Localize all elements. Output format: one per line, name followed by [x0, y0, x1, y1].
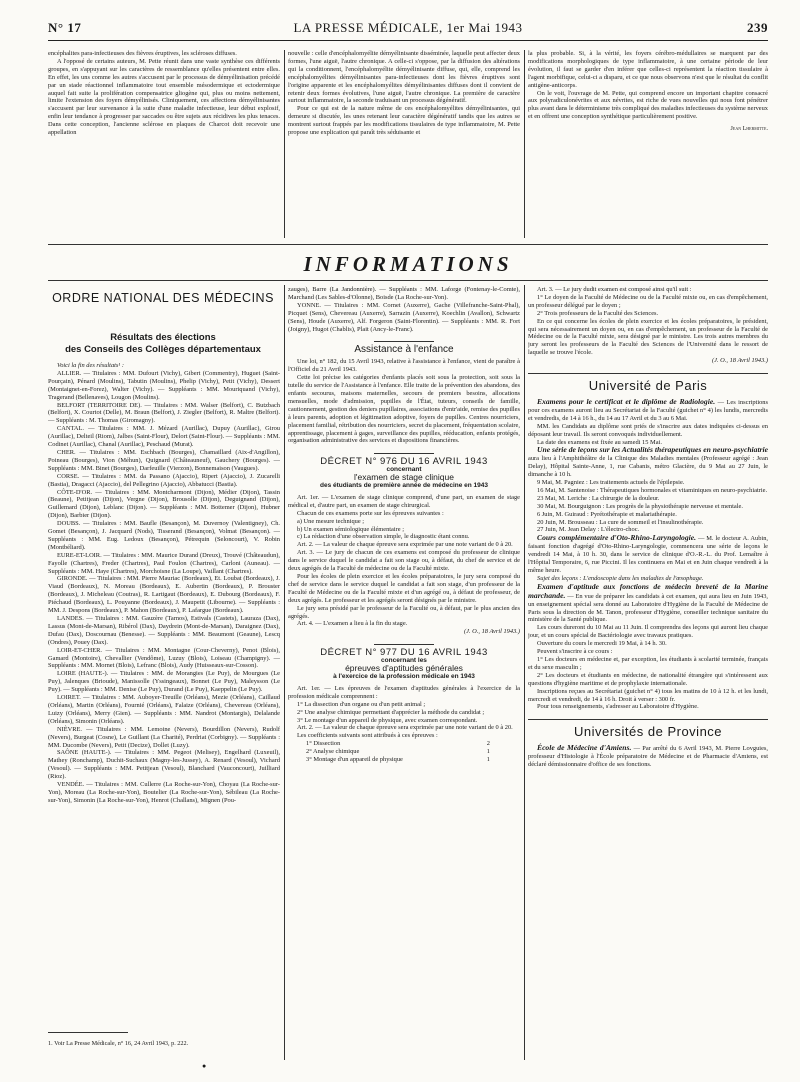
short-rule [374, 341, 434, 342]
printer-mark-icon: ● [202, 1062, 207, 1070]
page-number: 239 [747, 20, 768, 35]
subheading-line: des Conseils des Collèges départementaux [65, 343, 261, 355]
paragraph: Art. 2. — La valeur de chaque épreuve sera exprimée par une note variant de 0 à 20. [297, 541, 513, 549]
department-entry: LOIRET. — Titulaires : MM. Auboyer-Treuille (Orléans), Mezie (Orléans), Caillaud (Orléans), Martin (Orléans), Fournié (Orléans), Falaize (Orléans), Chevereau (Orléans), Luizy (Orléans), Merry (Gien). — Suppléants : MM. Nandrot (Montargis), Delalande (Orléans), Simonin (Orléans). [48, 694, 280, 725]
decree-subject: épreuves d'aptitudes générales [345, 663, 463, 674]
issue-number: N° 17 [48, 20, 82, 35]
paragraph: Cette loi précise les catégories d'enfants placés soit sous la protection, soit sous la tutelle du service de l'Assistance à l'enfance. Elle traite de la prévention des abandons, des enfants secourus, maisons maternelles, secours de premiers besoins, allocations mensuelles, mode d'admission, pupilles de l'État, tuteurs, conseils de famille, cautionnement, gestion des deniers pupillaires, associations d'entr'aide, remise des pupilles à leurs parents, adoption et légitimation adoptive, foyers de pupilles. Centres nourriciers, placement familial, rétribution des nourriciers, secret du placement, fréquentation scolaire, apprentissage, placement à gages, surveillance des pupilles, rééducation, enfants protégés, organisation administrative des services et dispositions financières. [288, 374, 520, 445]
department-entry: CORSE. — Titulaires : MM. da Passano (Ajaccio), Ripert (Ajaccio), J. Zucarelli (Bastia), Dragacci (Ajaccio), del Pellegrino (Ajaccio), Abbatucci (Bastia). [48, 472, 280, 488]
short-rule [374, 644, 434, 645]
lesson-item: 16 Mai, M. Santenoise : Thérapeutiques hormonales et vitaminiques en neuro-psychiatrie. [537, 486, 768, 494]
source-citation: (J. O., 18 Avril 1943.) [464, 628, 520, 636]
paragraph: Pour ce qui est de la nature même de ces encéphalomyélites démyélinisantes, qui demeure si discutée, les unes retenant leur caractère dégénératif tandis que les autres se montrent surtout frappés par les modifications tissulaires de type inflammatoire, M. Pette propose une explication qui paraît très séduisante et [288, 105, 520, 137]
column-divider [284, 285, 285, 1060]
short-rule [374, 453, 434, 454]
item-heading: Examen d'aptitude aux fonctions de médecin breveté de la Marine marchande. [528, 581, 768, 600]
paragraph: Art. 3. — Le jury de chacun de ces examens est composé du professeur de clinique dans le service duquel le candidat a fait son stage ou, à défaut, du chef de service et de deux agrégés de la Faculté de médecine ou de la Faculté mixte. [288, 549, 520, 573]
list-item: b) Un examen sémiologique élémentaire ; [297, 525, 405, 533]
item-body: — M. le docteur A. Aubin, faisant fonction d'agrégé d'Oto-Rhino-Laryngologie, commencera une série de leçons le vendredi 14 Mai, à 10 h. 30, dans le service de clinique d'O.-R.-L. du Prof. Lemaître à l'Hôpital Temporaire, 6, rue Piccini. Il les continuera en Mai et en Juin chaque vendredi à la même heure. [528, 535, 768, 574]
lesson-item: 6 Juin, M. Guiraud : Pyrétothérapie et malariathérapie. [537, 510, 677, 518]
department-entry: GIRONDE. — Titulaires : MM. Pierre Mauriac (Bordeaux), Et. Loubat (Bordeaux), J. Viaud (Bordeaux), N. Moreau (Bordeaux), E. Aubertin (Bordeaux), P. Brouster (Bordeaux), J. Micheleau (Coutras), R. Lartigaut (Bordeaux), E. Dubourg (Bordeaux), F. Piéchaud (Bordeaux), L. Pouyanne (Bordeaux), J. Maupetit (Libourne). — Suppléants : MM. J. Despons (Bordeaux), P. Mahon (Bordeaux), P. Lafargue (Bordeaux). [48, 575, 280, 615]
running-header [48, 20, 768, 40]
paragraph: Pour les écoles de plein exercice et les écoles préparatoires, le jury sera composé du chef de service dans le service duquel le candidat a fait son stage, d'un professeur de la Faculté de Médecine ou de la Faculté mixte et d'un agrégé ou, à défaut de professeur, de deux agrégés. Le professeur et les agrégés seront désignés par le ministre. [288, 573, 520, 604]
department-entry: SAÔNE (HAUTE-). — Titulaires : MM. Pegeot (Melisey), Engelhard (Luxeuil), Mathey (Ronchamp), Duchit-Suchaux (Magny-les-Jussey), A. Renard (Vesoul), Vichard (Vesoul). — Suppléants : MM. Petitjean (Vesoul), Blanchard (Vauconcourt), Juilliard (Rioz). [48, 749, 280, 781]
paragraph: Sujet des leçons : L'endoscopie dans les maladies de l'œsophage. [537, 574, 704, 582]
section-rule [528, 373, 768, 374]
list-item: c) La rédaction d'une observation simple, le diagnostic étant connu. [297, 533, 470, 541]
department-entry: LANDES. — Titulaires : MM. Gauzère (Tarnos), Estivals (Castets), Lauraza (Dax), Lassus (Mont-de-Marsan), Ribérol (Dax), Daydrein (Mont-de-Marsan), Daraignez (Dax), Dufau (Dax), Doscournau (Benesse). — Suppléants : MM. Beaumont (Geaune), Lescq (Ondres), Pouey (Dax). [48, 615, 280, 646]
top-column-2 [288, 50, 520, 240]
item-body: aura lieu à l'Amphithéâtre de la Clinique des Maladies mentales (Professeur agrégé : Jean Delay), Hôpital Sainte-Anne, 1, rue Cabanis, métro Glacière, du 9 Mai au 27 Juin, le dimanche à 10 h. [528, 455, 768, 479]
journal-title: LA PRESSE MÉDICALE, 1er Mai 1943 [293, 20, 523, 35]
coefficient-label: 3° Montage d'un appareil de physique [306, 756, 403, 764]
department-entry: DOUBS. — Titulaires : MM. Baufle (Besançon), M. Duvernoy (Valentigney), Ch. Gomet (Besançon), J. Jacquard (Nods), Tisserand (Besançon), Volmat (Besançon). — Suppléants : MM. Eug. Ledoux (Besançon), Pétrequin (Seloncourt), V. Robin (Montbéliard). [48, 520, 280, 551]
paragraph: Peuvent s'inscrire à ce cours : [537, 648, 613, 656]
coefficient-value: 1 [486, 748, 490, 756]
department-entry: ALLIER. — Titulaires : MM. Dufourt (Vichy), Gibert (Commentry), Huguet (Saint-Pourçain), Pénard (Moulins), Tabutin (Moulins), Phelip (Vichy), Petit (Vichy), Dessert (Montaignet-en-Forez), Walter (Vichy). — Suppléants : MM. Mouriquand (Vichy), Tragerand (Bellenaves), Lougon (Moulins). [48, 369, 280, 401]
elections-subheading [48, 332, 278, 355]
paragraph: Art. 1er. — Les épreuves de l'examen d'aptitudes générales à l'exercice de la profession médicale comprennent : [288, 684, 520, 700]
decree-title: DÉCRET N° 976 DU 16 AVRIL 1943 [320, 456, 488, 468]
department-entry: BELFORT (TERRITOIRE DE). — Titulaires : MM. Walser (Belfort), C. Butzbach (Belfort), X. Courtot (Delle), M. Braun (Belfort), J. Ziegler (Belfort), R. Maltre (Belfort). — Suppléants : M. Thomas (Giromagny). [48, 401, 280, 425]
paragraph: Le jury sera présidé par le professeur de la Faculté ou, à défaut, par le plus ancien des agrégés. [288, 604, 520, 620]
paragraph: Art. 2. — La valeur de chaque épreuve sera exprimée par une note variant de 0 à 20. [297, 724, 513, 732]
list-item: 3° Le montage d'un appareil de physique, avec examen correspondant. [297, 716, 478, 724]
column-divider [524, 50, 525, 238]
right-column [528, 286, 768, 1056]
coefficient-value: 2 [486, 740, 490, 748]
header-rule [48, 40, 768, 41]
list-item: 1° Les docteurs en médecine et, par exception, les étudiants à scolarité terminée, français et du sexe masculin ; [528, 655, 768, 671]
ordre-heading: ORDRE NATIONAL DES MÉDECINS [52, 291, 274, 305]
paragraph: En ce qui concerne les écoles de plein exercice et les écoles préparatoires, le président, qui sera nécessairement un doyen ou, en cas d'empêchement, un professeur de la Faculté de Médecine ou de la Faculté mixte, sera désigné par le ministre. Les trois autres membres du jury seront les professeurs de la Faculté des Sciences de l'Université dans le ressort de laquelle se trouve l'école. [528, 317, 768, 357]
paragraph: nouvelle : celle d'encéphalomyélite démyélinisante disséminée, laquelle peut affecter deux formes, l'une aiguë, l'autre chronique. A celle-ci s'oppose, par la diffusion des altérations qui la conditionnent, l'encéphalomyélite démyélinisante diffuse, qui, elle, comprend les encéphalomyélites démyélinisantes para-infectieuses dont les fièvres éruptives sont l'origine apparente et les encéphalomyélites démyélinisantes diffuses dont il convient de retenir deux formes évolutives, l'une aiguë, l'autre chronique. La première de caractère surtout inflammatoire, la seconde traduisant un processus dégénératif. [288, 50, 520, 105]
intro: Voici la fin des résultats¹ : [57, 362, 125, 369]
department-entry: YONNE. — Titulaires : MM. Cornet (Auxerre), Gache (Villefranche-Saint-Phal), Picquet (Sens), Chevereau (Auxerre), Sarrazin (Auxerre), Koechlin (Avallon), Schwartz (Sens), Houde (Auxerre), Alf. Forgeron (Saint-Florentin). — Suppléants : MM. R. Fort (Joigny), Hugot (Chablis), Plait (Ancy-le-Franc). [288, 301, 520, 333]
decree-title: DÉCRET N° 977 DU 16 AVRIL 1943 [320, 647, 488, 659]
lesson-item: 23 Mai, M. Leriche : La chirurgie de la douleur. [537, 494, 660, 502]
list-item: 2° Trois professeurs de la Faculté des Sciences. [537, 309, 659, 317]
author-signature: Jean Lhermitte. [730, 126, 768, 133]
paragraph: On le voit, l'ouvrage de M. Pette, qui comprend encore un important chapitre consacré aux polyradiculonévrites et aux névrites, est riche de vues nouvelles qui nous font pénétrer plus avant dans le déterminisme très compliqué des maladies infectieuses du système nerveux et en offrent une conception synthétique particulièrement positive. [528, 89, 768, 121]
middle-column [288, 286, 520, 1056]
department-entry: CÔTE-D'OR. — Titulaires : MM. Montcharmont (Dijon), Médier (Dijon), Tassin (Beaune), Petitjean (Dijon), Vergne (Dijon), Brousolle (Dijon), Deguignand (Dijon), Guillemard (Dijon), Leblanc (Dijon). — Suppléants : MM. Bottemer (Dijon), Hubner (Dijon), Barbier (Dijon). [48, 488, 280, 520]
top-column-3 [528, 50, 768, 240]
decree-audience: des étudiants de première année de médecine en 1943 [320, 482, 488, 490]
item-body: — En vue de préparer les candidats à cet examen, qui aura lieu en Juin 1943, un enseignement spécial sera donné au Laboratoire d'Hygiène de la Faculté de Médecine de Paris sous la direction de M. Tanon, professeur d'Hygiène, conseiller technique sanitaire du ministère de la Santé publique. [528, 592, 768, 624]
item-heading: Cours complémentaire d'Oto-Rhino-Laryngologie. [537, 533, 697, 543]
coefficient-row [288, 748, 520, 756]
column-divider [284, 50, 285, 238]
list-item: 1° La dissection d'un organe ou d'un petit animal ; [297, 700, 426, 708]
department-entry: CHER. — Titulaires : MM. Eschbach (Bourges), Chamaillard (Aix-d'Angillon), Poineau (Bourges), Vion (Méhun), Quignard (Châteauneuf), Gauchery (Bourges). — Suppléants : MM. Binet (Bourges), Darfeuille (Vierzon), Bonnemaison (Vaugues). [48, 448, 280, 472]
item-heading: École de Médecine d'Amiens. [537, 743, 632, 753]
decree-audience: à l'exercice de la profession médicale en 1943 [333, 672, 475, 680]
lesson-item: 20 Juin, M. Brousseau : La cure de sommeil et l'insulinothérapie. [537, 518, 704, 526]
footnote: 1. Voir La Presse Médicale, n° 16, 24 Avril 1943, p. 222. [48, 1040, 189, 1047]
decree-977-heading [288, 649, 520, 681]
decree-976-heading [288, 458, 520, 490]
lesson-item: 27 Juin, M. Jean Delay : L'électro-choc. [537, 526, 640, 534]
informations-heading: INFORMATIONS [303, 252, 513, 276]
department-entry: CANTAL. — Titulaires : MM. J. Mézard (Aurillac), Dupuy (Aurillac), Girou (Aurillac), Delteil (Riom), Jalbes (Saint-Flour), Delort (Saint-Flour). — Suppléants : MM. Codinet (Aurillac), Chanal (Aurillac), Peschaud (Murat). [48, 425, 280, 449]
paragraph: La date des examens est fixée au samedi 15 Mai. [537, 438, 662, 446]
paragraph: Une loi, n° 182, du 15 Avril 1943, relative à l'assistance à l'enfance, vient de paraître à l'Officiel du 21 Avril 1943. [288, 358, 520, 374]
paragraph: MM. les Candidats au diplôme sont priés de s'inscrire aux dates indiquées ci-dessus en déposant leur travail. Ils seront convoqués individuellement. [528, 422, 768, 438]
paragraph: Art. 3. — Le jury dudit examen est composé ainsi qu'il suit : [537, 286, 692, 293]
lesson-item: 9 Mai, M. Pagniez : Les traitements actuels de l'épilepsie. [537, 479, 685, 487]
department-entry: LOIR-ET-CHER. — Titulaires : MM. Montagne (Cour-Cheverny), Penot (Blois), Gamard (Montoire), Chevallier (Vendôme), Luzuy (Blois), Loiseau (Champigny). — Suppléants : MM. Mornet (Blois), Lefranc (Blois), Audy (Huisseaux-sur-Cosson). [48, 646, 280, 670]
footnote-rule [48, 1032, 128, 1033]
lesson-item: 30 Mai, M. Bourguignon : Les progrès de la physiothérapie nerveuse et mentale. [537, 502, 743, 510]
section-rule [48, 280, 768, 281]
department-entry: NIÈVRE. — Titulaires : MM. Lemoine (Nevers), Bourdillon (Nevers), Rudolf (Nevers), Burgeat (Cosne), Le Guillant (La Charité), Perdriat (Corbigny). — Suppléants : MM. Ducombe (Nevers), Petit (Decize), Dollet (Luzy). [48, 725, 280, 749]
paragraph: Art. 4. — L'examen a lieu à la fin du stage. [297, 620, 408, 628]
section-rule [528, 719, 768, 720]
decree-subject: l'examen de stage clinique [354, 472, 454, 483]
department-entry: LOIRE (HAUTE-). — Titulaires : MM. de Morangies (Le Puy), de Mourgues (Le Puy), Jalenques (Brioude), Manissolle (Yssingeaux), Bonnet (Le Puy), Maleysson (Le Puy). — Suppléants : MM. Denise (Le Puy), Durand (Le Puy), Kaeppelin (Le Puy). [48, 670, 280, 694]
top-column-1 [48, 50, 280, 240]
paragraph: encéphalites para-infectieuses des fièvres éruptives, les scléroses diffuses. [48, 50, 237, 57]
item-heading: Examens pour le certificat et le diplôme de Radiologie. [537, 396, 716, 406]
paragraph: Inscriptions reçues au Secrétariat (guichet n° 4) tous les matins de 10 à 12 h. et les lundi, mercredi et vendredi, de 14 à 16 h. Droit à verser : 300 fr. [528, 687, 768, 703]
coefficient-row [288, 756, 520, 764]
coefficient-label: 2° Analyse chimique [306, 748, 360, 756]
department-entry: EURE-ET-LOIR. — Titulaires : MM. Maurice Durand (Dreux), Trouvé (Châteaudun), Fayolle (Chartres), Freder (Chartres), Paul Foulon (Chartres), Carloni (Auneau). — Suppléants : MM. Haye (Chartres), Morchoisne (La Loupe), Vaillant (Chartres). [48, 551, 280, 575]
paragraph: Pour tous renseignements, s'adresser au Laboratoire d'Hygiène. [537, 703, 699, 711]
department-entry: zauges), Barre (La Jandonnière). — Suppléants : MM. Laforge (Fontenay-le-Comte), Marchand (Les Sables-d'Olonne), Boisde (La Roche-sur-Yon). [288, 286, 520, 301]
item-body: — Par arrêté du 6 Avril 1943, M. Pierre Lovguies, professeur d'Histologie à l'École préparatoire de Médecine et de Pharmacie d'Amiens, est déclaré démissionnaire d'office de ses fonctions. [528, 745, 768, 769]
section-rule [48, 244, 768, 245]
item-heading: Une série de leçons sur les Actualités thérapeutiques en neuro-psychiatrie [537, 445, 768, 455]
paragraph: Art. 1er. — L'examen de stage clinique comprend, d'une part, un examen de stage médical et, d'autre part, un examen de stage chirurgical. [288, 493, 520, 509]
province-heading: Universités de Province [573, 724, 723, 740]
item-body: — Les inscriptions pour ces examens auront lieu au Secrétariat de la Faculté (guichet n° 4) les lundis, mercredis et vendredis, de 14 à 16 h., du 14 au 17 Avril et du 3 au 6 Mai. [528, 398, 768, 422]
list-item: 1° Le doyen de la Faculté de Médecine ou de la Faculté mixte ou, en cas d'empêchement, un professeur délégué par le doyen ; [528, 293, 768, 309]
decree-concernant: concernant les [381, 657, 427, 665]
list-item: 2° Les docteurs et étudiants en médecine, de nationalité étrangère qui s'intéressent aux questions d'hygiène maritime et de prophylaxie internationale. [528, 671, 768, 687]
paragraph: la plus probable. Si, à la vérité, les foyers cérébro-médullaires se marquent par des modifications morphologiques de type inflammatoire, à une certaine période de leur évolution, il faut se garder d'en inférer que celles-ci représentent la réaction tissulaire à l'agent morbifique, celui-ci a disparu, et ce que nous observons n'est que le résultat du conflit antigène-anticorps. [528, 50, 768, 89]
paragraph: Ouverture du cours le mercredi 19 Mai, à 14 h. 30. [537, 640, 667, 648]
paragraph: Chacun de ces examens porte sur les épreuves suivantes : [297, 509, 444, 517]
coefficient-label: 1° Dissection [306, 740, 341, 748]
elections-column [48, 362, 280, 1028]
coefficient-value: 1 [486, 756, 490, 764]
paragraph: A l'opposé de certains auteurs, M. Pette réunit dans une vaste synthèse ces différents groupes, en s'appuyant sur les caractères de ressemblance qu'elles présentent entre elles. En effet, les uns comme les autres s'accusent par le processus de démyélinisation précédé par un stade réactionnel inflammatoire tout ensemble mésodermique et ectodermique auquel fait suite la prolifération compensatrice gliogène qui, plus ou moins nettement, limite l'extension des foyers démyélinisés. Cliniquement, ces affections démyélinisantes s'accusent par leur survenance à la suite d'une maladie infectieuse, leur début explosif, enfin leur tendance à progresser par saccades ou être sujets aux récidives les plus tenaces. Dans cette conception, l'ancienne sclérose en plaques de Charcot doit recevoir une appellation [48, 57, 280, 137]
coefficient-row [288, 740, 520, 748]
paris-heading: Université de Paris [588, 378, 708, 394]
column-divider [524, 285, 525, 1060]
department-entry: VENDÉE. — Titulaires : MM. Cullerre (La Roche-sur-Yon), Choyau (La Roche-sur-Yon), Moreau (La Roche-sur-Yon), Boutelier (La Roche-sur-Yon), Sébileau (La Roche-sur-Yon), Simonin (La Roche-sur-Yon), Henrot (Challans), Mignen (Pou- [48, 781, 280, 804]
source-citation: (J. O., 18 Avril 1943.) [712, 357, 768, 365]
subheading-line: Résultats des élections [110, 332, 216, 343]
assistance-heading: Assistance à l'enfance [354, 344, 454, 356]
paragraph: Les coefficients suivants sont attribués à ces épreuves : [297, 732, 438, 740]
paragraph: Les cours dureront du 10 Mai au 11 Juin. Il comprendra des leçons qui auront lieu chaque jour, et un cours spécial de Bactériologie avec travaux pratiques. [528, 624, 768, 640]
list-item: 2° Une analyse chimique permettant d'apprécier la méthode du candidat ; [297, 708, 485, 716]
list-item: a) Une mesure technique ; [297, 517, 365, 525]
decree-concernant: concernant [386, 466, 422, 474]
